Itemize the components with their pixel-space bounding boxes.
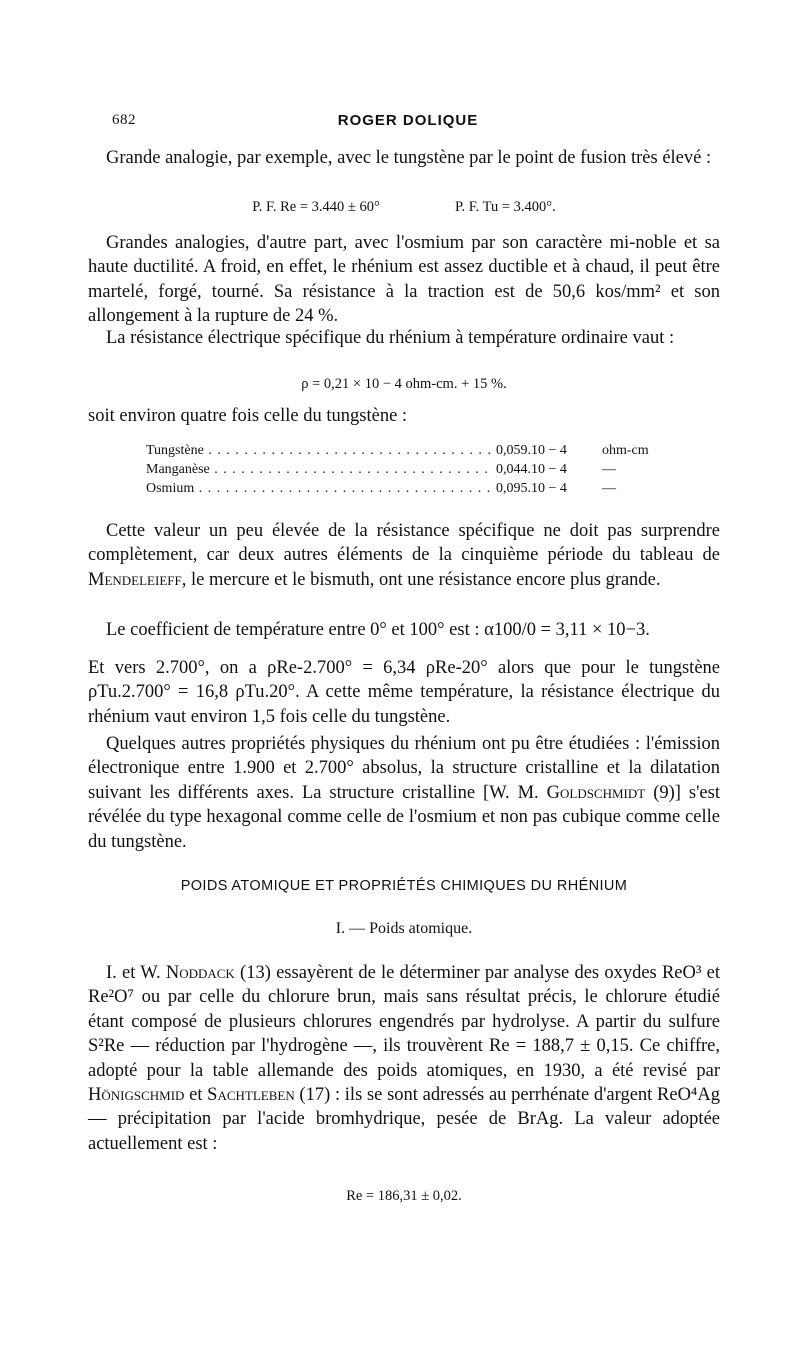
formula-fusion-tu: P. F. Tu = 3.400°. — [455, 199, 556, 215]
formula-fusion-points — [88, 199, 720, 216]
author-name: Noddack — [165, 963, 235, 983]
section-title: POIDS ATOMIQUE ET PROPRIÉTÉS CHIMIQUES DU RHÉNIUM — [180, 878, 628, 894]
paragraph-comparison: soit environ quatre fois celle du tungstène : — [88, 406, 408, 426]
table-cell-unit: — — [602, 481, 616, 496]
table-cell-element: Manganèse . . . — [146, 460, 494, 479]
formula-atomic-weight: Re = 186,31 ± 0,02. — [346, 1188, 462, 1204]
formula-resistivity: ρ = 0,21 × 10 − 4 ohm-cm. + 15 %. — [301, 376, 507, 392]
table-row — [146, 441, 666, 460]
paragraph-physical-properties: Quelques autres propriétés physiques du rhénium ont pu être étudiées : l'émission électronique entre 1.900 et 2.700° absolus, la structure cristalline et la dilatation suivant les différents axes. La structure cristalline [W. M. Goldschmidt (9)] s'est révélée du type hexagonal comme celle de l'osmium et non pas cubique comme celle du tungstène. — [88, 734, 720, 852]
table-cell-value: 0,059.10 − 4 — [496, 443, 567, 458]
page-number: 682 — [112, 112, 136, 128]
table-cell-unit: — — [602, 462, 616, 477]
paragraph-atomic-weight: I. et W. Noddack (13) essayèrent de le déterminer par analyse des oxydes ReO³ et Re²O⁷ ou par celle du chlorure brun, mais sans résultat précis, le chlorure étudié étant composé de plusieurs chlorures engendrés par hydrolyse. A partir du sulfure S²Re — réduction par l'hydrogène —, ils trouvèrent Re = 188,7 ± 0,15. Ce chiffre, adopté pour la table allemande des poids atomiques, en 1930, a été revisé par Hönigschmid et Sachtleben (17) : ils se sont adressés au perrhénate d'argent ReO⁴Ag — précipitation par l'acide bromhydrique, pesée de BrAg. La valeur adoptée actuellement est : — [88, 963, 720, 1154]
subsection-title: I. — Poids atomique. — [335, 920, 473, 937]
resistivity-table — [146, 441, 666, 498]
paragraph-osmium-analogy: Grandes analogies, d'autre part, avec l'osmium par son caractère mi-noble et sa haute ductilité. A froid, en effet, le rhénium est assez ductible et à chaud, il peut être martelé, forgé, tourné. Sa résistance à la traction est de 50,6 kos/mm² et son allongement à la rupture de 24 %. — [88, 233, 720, 327]
author-name: Goldschmidt — [546, 782, 646, 803]
author-name: Mendeleieff — [88, 569, 182, 590]
formula-fusion-re: P. F. Re = 3.440 ± 60° — [252, 199, 380, 215]
paragraph-resistance-2700: Et vers 2.700°, on a ρRe-2.700° = 6,34 ρRe-20° alors que pour le tungstène ρTu.2.700° = 16,8 ρTu.20°. A cette même température, la résistance électrique du rhénium vaut environ 1,5 fois celle du tungstène. — [88, 658, 720, 727]
table-cell-value: 0,095.10 − 4 — [496, 481, 567, 496]
paragraph-fusion-analogy: Grande analogie, par exemple, avec le tungstène par le point de fusion très élevé : — [106, 148, 712, 168]
table-row — [146, 479, 666, 498]
paragraph-mendeleieff: Cette valeur un peu élevée de la résistance spécifique ne doit pas surprendre complètement, car deux autres éléments de la cinquième période du tableau de Mendeleieff, le mercure et le bismuth, ont une résistance encore plus grande. — [88, 521, 720, 590]
paragraph-temperature-coefficient: Le coefficient de température entre 0° et 100° est : α100/0 = 3,11 × 10−3. — [106, 620, 650, 640]
paragraph-resistance: La résistance électrique spécifique du rhénium à température ordinaire vaut : — [106, 328, 675, 348]
table-cell-element: Osmium . . . — [146, 479, 494, 498]
table-cell-value: 0,044.10 − 4 — [496, 462, 567, 477]
running-title: ROGER DOLIQUE — [337, 112, 479, 129]
table-row — [146, 460, 666, 479]
page-header — [112, 112, 704, 134]
table-cell-element: Tungstène . . . — [146, 441, 494, 460]
author-name: Sachtleben — [207, 1085, 295, 1106]
author-name: Hönigschmid — [88, 1085, 185, 1106]
table-cell-unit: ohm-cm — [602, 443, 649, 458]
